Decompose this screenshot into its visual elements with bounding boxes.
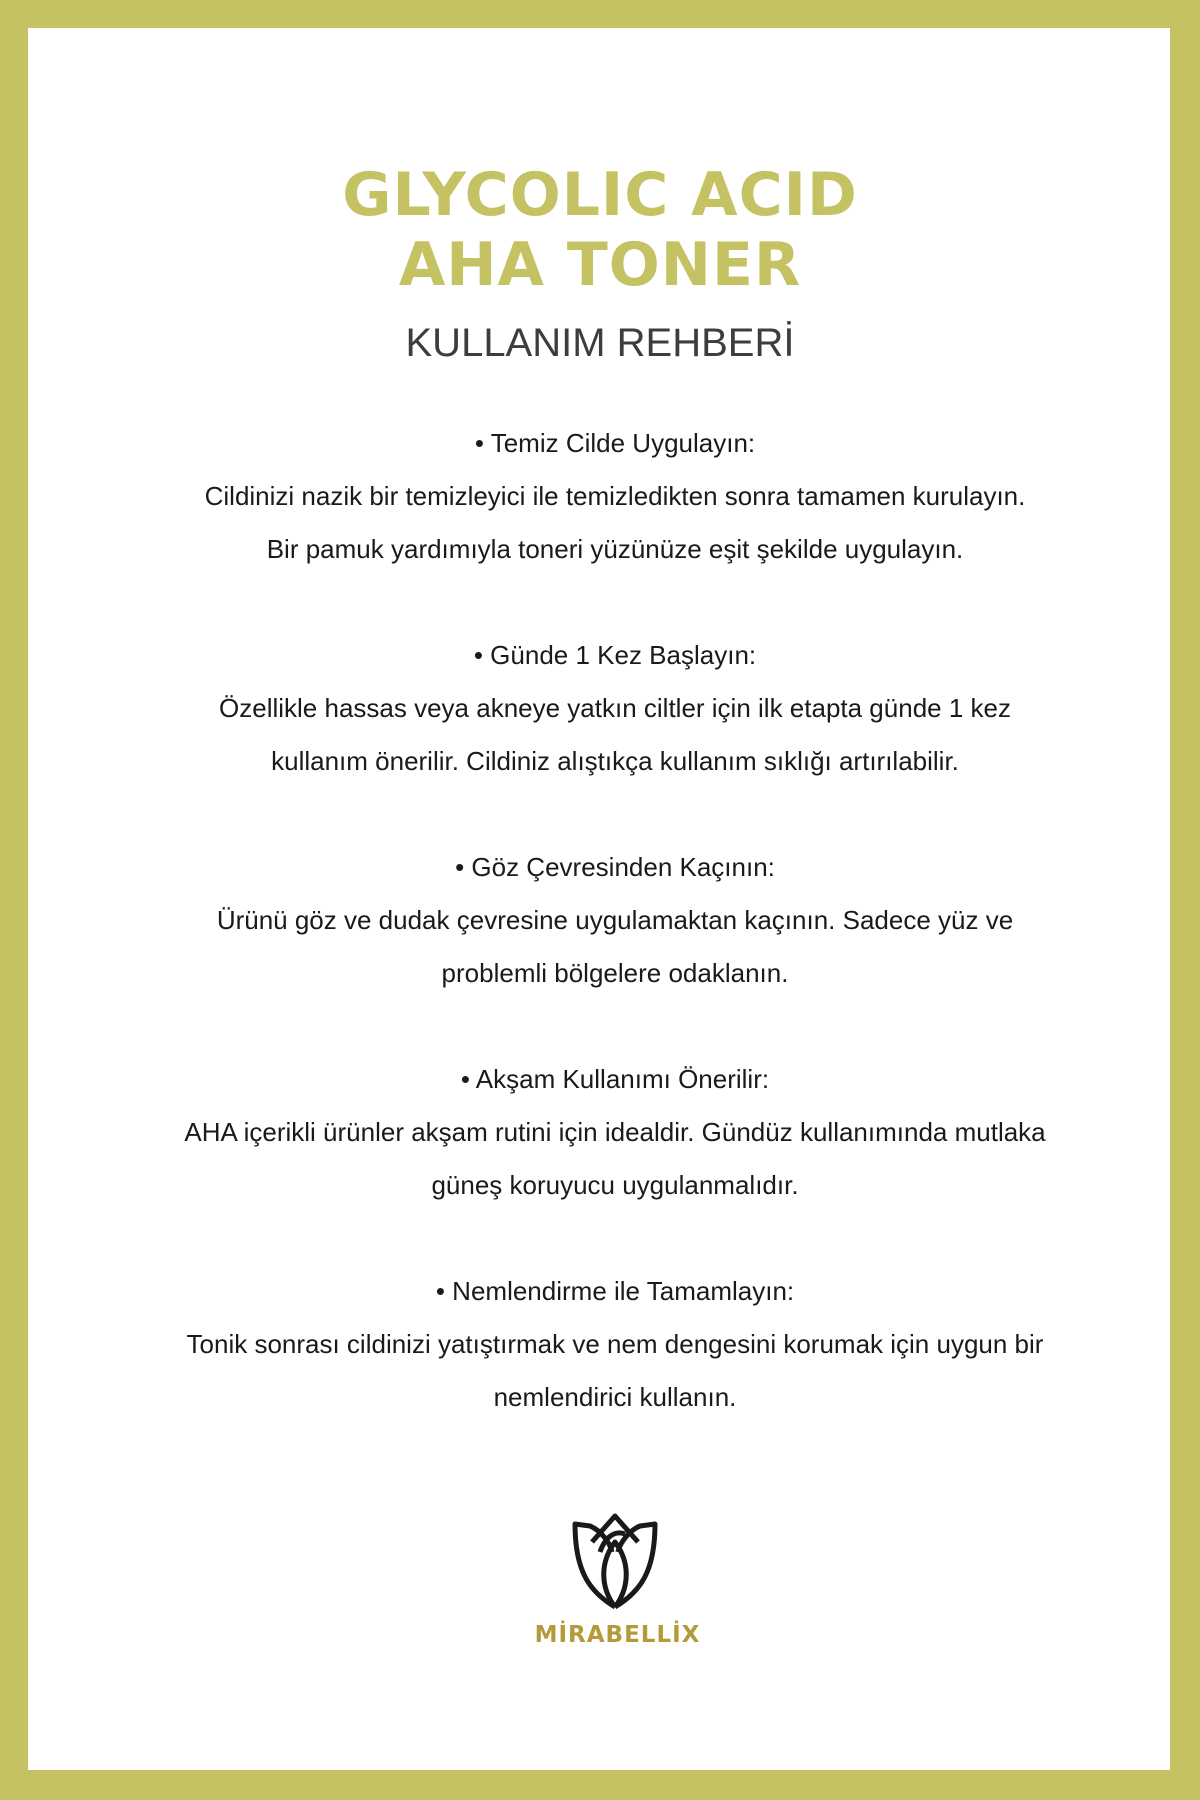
section-heading: • Göz Çevresinden Kaçının: (455, 852, 775, 882)
section-line: güneş koruyucu uygulanmalıdır. (431, 1170, 799, 1200)
section (60, 629, 1170, 788)
instructions (60, 417, 1170, 1477)
section-heading: • Günde 1 Kez Başlayın: (473, 640, 757, 670)
title-line-2: AHA TONER (398, 230, 802, 300)
section-heading: • Nemlendirme ile Tamamlayın: (435, 1276, 795, 1306)
section-line: Cildinizi nazik bir temizleyici ile temizledikten sonra tamamen kurulayın. (204, 481, 1026, 511)
brand-name: MİRABELLİX (534, 1622, 701, 1648)
section-line: Özellikle hassas veya akneye yatkın ciltler için ilk etapta günde 1 kez (219, 693, 1011, 723)
section (60, 1053, 1170, 1212)
section (60, 417, 1170, 576)
section-line: AHA içerikli ürünler akşam rutini için idealdir. Gündüz kullanımında mutlaka (184, 1117, 1046, 1147)
section (60, 1265, 1170, 1424)
subtitle: KULLANIM REHBERİ (405, 321, 795, 365)
title-line-1: GLYCOLIC ACID (342, 160, 858, 230)
section-line: Bir pamuk yardımıyla toneri yüzünüze eşit şekilde uygulayın. (266, 534, 964, 564)
section-line: Ürünü göz ve dudak çevresine uygulamaktan kaçının. Sadece yüz ve (216, 905, 1014, 935)
section-heading: • Akşam Kullanımı Önerilir: (460, 1064, 770, 1094)
lotus-logo-icon (570, 1512, 660, 1612)
section-line: nemlendirici kullanın. (493, 1382, 737, 1412)
section-line: problemli bölgelere odaklanın. (441, 958, 789, 988)
section-line: kullanım önerilir. Cildiniz alıştıkça kullanım sıklığı artırılabilir. (271, 746, 959, 776)
section (60, 841, 1170, 1000)
section-heading: • Temiz Cilde Uygulayın: (474, 428, 756, 458)
section-line: Tonik sonrası cildinizi yatıştırmak ve nem dengesini korumak için uygun bir (186, 1329, 1044, 1359)
